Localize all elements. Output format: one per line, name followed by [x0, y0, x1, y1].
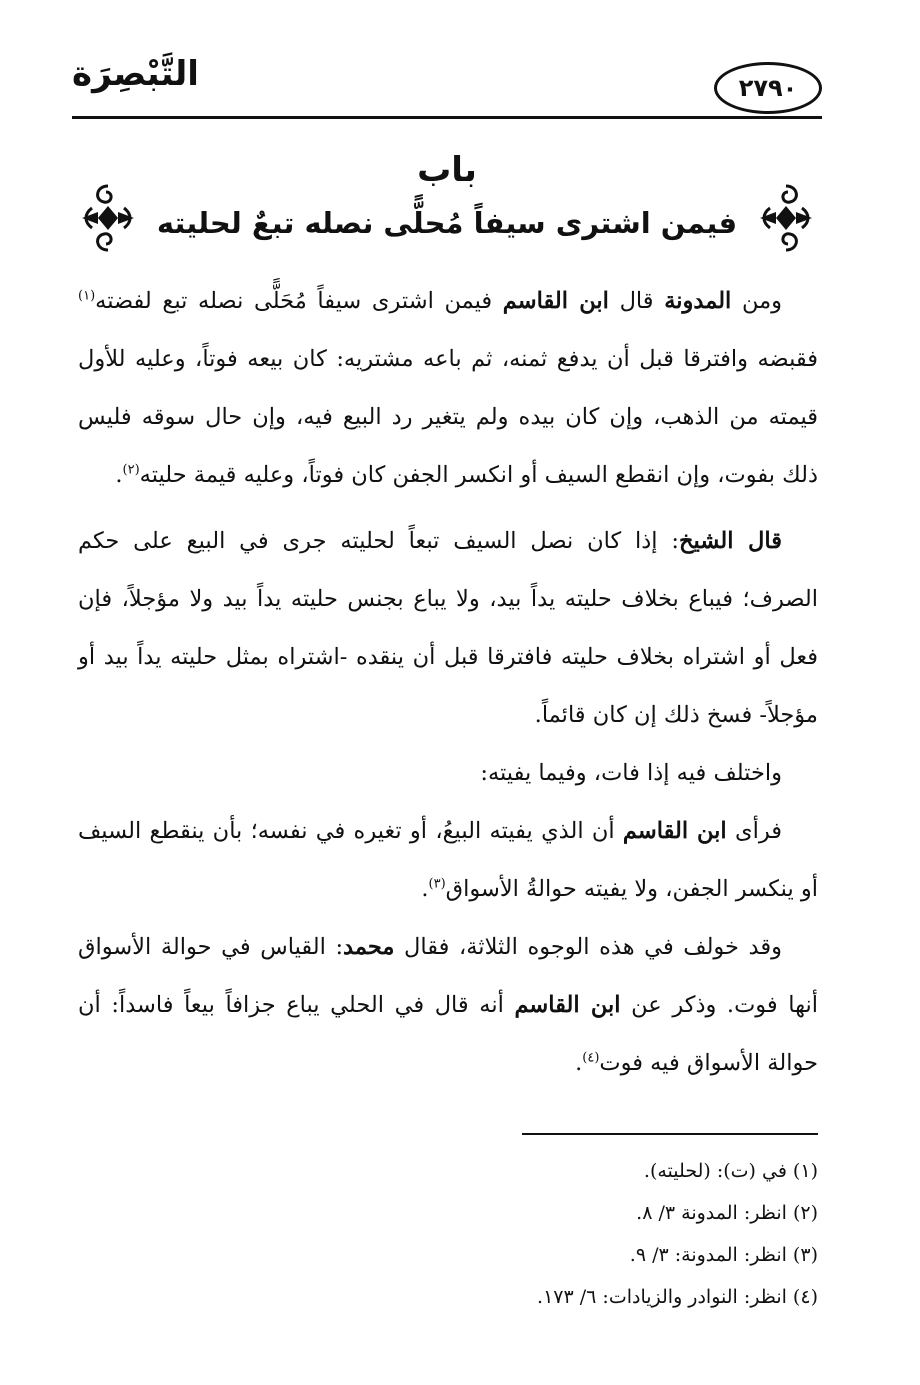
footnote-2: (٢) انظر: المدونة ٣/ ٨. — [636, 1202, 818, 1224]
page-number: ٢٧٩٠ — [738, 74, 798, 102]
book-title: التَّبْصِرَة — [72, 54, 199, 94]
chapter-heading — [72, 150, 822, 260]
paragraph-1: ومن المدونة قال ابن القاسم فيمن اشترى سيفاً مُحَلًّى نصله تبع لفضته$^{(١)}$ فقبضه وافترقا قبل أن يدفع ثمنه، ثم باعه مشتريه: كان بيعه فوتاً، وعليه للأول قيمته من الذهب، وإن كان بيده ولم يتغير رد البيع فيه، وإن حال سوقه فليس ذلك بفوت، وإن انقطع السيف أو انكسر الجفن كان فوتاً، وعليه قيمة حليته$^{(٢)}$. — [78, 288, 818, 488]
arabesque-ornament-icon — [78, 178, 138, 258]
footnote-3: (٣) انظر: المدونة: ٣/ ٩. — [629, 1244, 818, 1266]
chapter-label: باب — [417, 150, 477, 190]
page-header — [72, 50, 822, 120]
footnote-separator — [522, 1133, 818, 1135]
footnotes — [120, 1150, 818, 1318]
scholar-name: محمد — [343, 934, 395, 960]
main-text — [78, 272, 818, 1092]
arabesque-ornament-icon — [756, 178, 816, 258]
scholar-name: ابن القاسم — [622, 818, 727, 844]
paragraph-5: وقد خولف في هذه الوجوه الثلاثة، فقال محمد: القياس في حوالة الأسواق أنها فوت. وذكر عن ابن القاسم أنه قال في الحلي يباع جزافاً بيعاً فاسداً: أن حوالة الأسواق فيه فوت$^{(٤)}$. — [78, 934, 818, 1076]
paragraph-3: واختلف فيه إذا فات، وفيما يفيته: — [480, 760, 782, 786]
header-rule — [72, 116, 822, 119]
page-number-badge — [714, 62, 822, 114]
footnote-4: (٤) انظر: النوادر والزيادات: ٦/ ١٧٣. — [537, 1286, 818, 1308]
footnote-ref-1: (١) — [78, 288, 96, 304]
source-name: المدونة — [664, 288, 732, 314]
speaker-label: قال الشيخ — [679, 528, 782, 554]
paragraph-2: قال الشيخ: إذا كان نصل السيف تبعاً لحليته جرى في البيع على حكم الصرف؛ فيباع بخلاف حليته يداً بيد، ولا يباع بجنس حليته يداً بيد ولا مؤجلاً، فإن فعل أو اشتراه بخلاف حليته فافترقا قبل أن ينقده -اشتراه بمثل حليته يداً بيد أو مؤجلاً- فسخ ذلك إن كان قائماً. — [78, 528, 818, 728]
footnote-1: (١) في (ت): (لحليته). — [643, 1160, 818, 1182]
footnote-ref-4: (٤) — [582, 1050, 600, 1066]
footnote-ref-3: (٣) — [428, 876, 446, 892]
scholar-name: ابن القاسم — [514, 992, 621, 1018]
footnote-ref-2: (٢) — [122, 462, 140, 478]
scholar-name: ابن القاسم — [502, 288, 609, 314]
chapter-title: فيمن اشترى سيفاً مُحلًّى نصله تبعٌ لحليته — [156, 206, 738, 240]
paragraph-4: فرأى ابن القاسم أن الذي يفيته البيعُ، أو تغيره في نفسه؛ بأن ينقطع السيف أو ينكسر الجفن، ولا يفيته حوالةُ الأسواق$^{(٣)}$. — [78, 818, 818, 902]
